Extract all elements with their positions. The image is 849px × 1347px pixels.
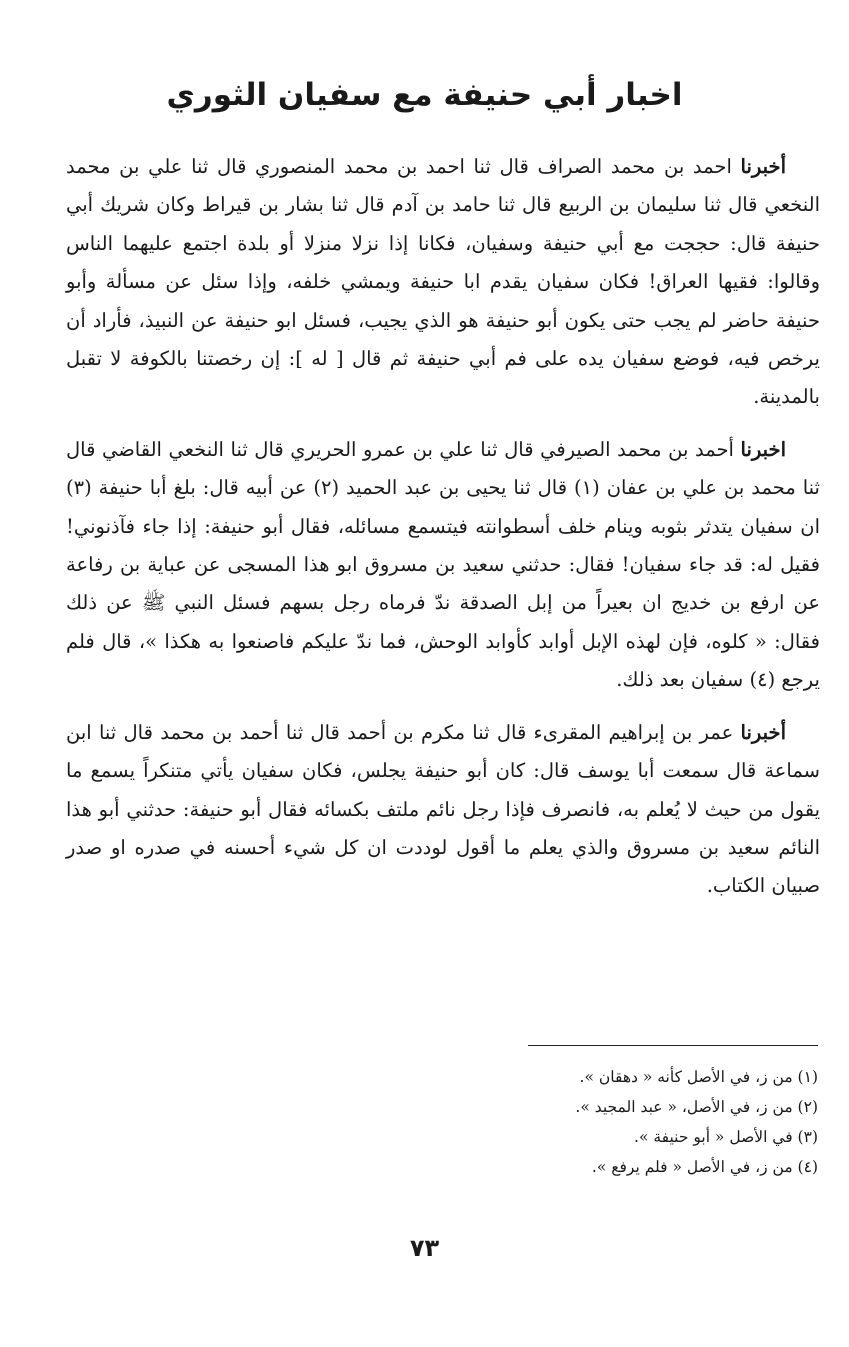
footnote-3: (٣) في الأصل « أبو حنيفة ». (634, 1128, 818, 1146)
footnote-4: (٤) من ز، في الأصل « فلم يرفع ». (591, 1158, 818, 1176)
paragraph-1 (66, 148, 820, 417)
paragraph-3 (66, 714, 820, 906)
footnote-1: (١) من ز، في الأصل كأنه « دهقان ». (579, 1068, 818, 1086)
footnote-divider (528, 1045, 818, 1046)
paragraph-lead-word: أخبرنا (740, 155, 786, 178)
paragraph-text: عمر بن إبراهيم المقرىء قال ثنا مكرم بن أحمد قال ثنا أحمد بن محمد قال ثنا ابن سماعة قال سمعت أبا يوسف قال: كان أبو حنيفة يجلس، فكان سفيان يأتي متنكراً يسمع ما يقول من حيث لا يُعلم به، فانصرف فإذا رجل نائم ملتف بكسائه فقال أبو حنيفة: حدثني أبو هذا النائم سعيد بن مسروق والذي يعلم ما أقول لوددت ان كل شيء أحسنه في صدره او صدر صبيان الكتاب. (66, 720, 820, 898)
paragraph-2 (66, 431, 820, 700)
footnotes (318, 1062, 818, 1182)
body-text (66, 148, 820, 920)
paragraph-lead-word: اخبرنا (740, 437, 786, 461)
paragraph-lead-word: أخبرنا (740, 720, 786, 744)
paragraph-text: احمد بن محمد الصراف قال ثنا احمد بن محمد المنصوري قال ثنا علي بن محمد النخعي قال ثنا سليمان بن الربيع قال ثنا حامد بن آدم قال ثنا بشار بن قيراط وكان شريك أبي حنيفة قال: حججت مع أبي حنيفة وسفيان، فكانا إذا نزلا منزلا أو بلدة اجتمع عليهما الناس وقالوا: فقيها العراق! فكان سفيان يقدم ابا حنيفة ويمشي خلفه، وإذا سئل عن مسألة وأبو حنيفة حاضر لم يجب حتى يكون أبو حنيفة هو الذي يجيب، فسئل ابو حنيفة عن النبيذ، فأراد أن يرخص فيه، فوضع سفيان يده على فم أبي حنيفة ثم قال [ له ]: إن رخصتنا بالكوفة لا تقبل بالمدينة. (66, 155, 820, 409)
paragraph-text: أحمد بن محمد الصيرفي قال ثنا علي بن عمرو الحريري قال ثنا النخعي القاضي قال ثنا محمد بن علي بن عفان (١) قال ثنا يحيى بن عبد الحميد (٢) عن أبيه قال: بلغ أبا حنيفة (٣) ان سفيان يتدثر بثوبه وينام خلف أسطوانته فيتسمع مسائله، فقال أبو حنيفة: إذا جاء فآذنوني! فقيل له: قد جاء سفيان! فقال: حدثني سعيد بن مسروق ابو هذا المسجى عن عباية بن رفاعة عن ارفع بن خديج ان بعيراً من إبل الصدقة ندّ فرماه رجل بسهم فسئل النبي ﷺ عن ذلك فقال: « كلوه، فإن لهذه الإبل أوابد كأوابد الوحش، فما ندّ عليكم فاصنعوا به هكذا »، قال فلم يرجع (٤) سفيان بعد ذلك. (66, 437, 820, 692)
footnote-2: (٢) من ز، في الأصل، « عبد المجيد ». (575, 1098, 818, 1116)
chapter-title: اخبار أبي حنيفة مع سفيان الثوري (166, 77, 683, 113)
page-number: ٧٣ (409, 1234, 440, 1262)
